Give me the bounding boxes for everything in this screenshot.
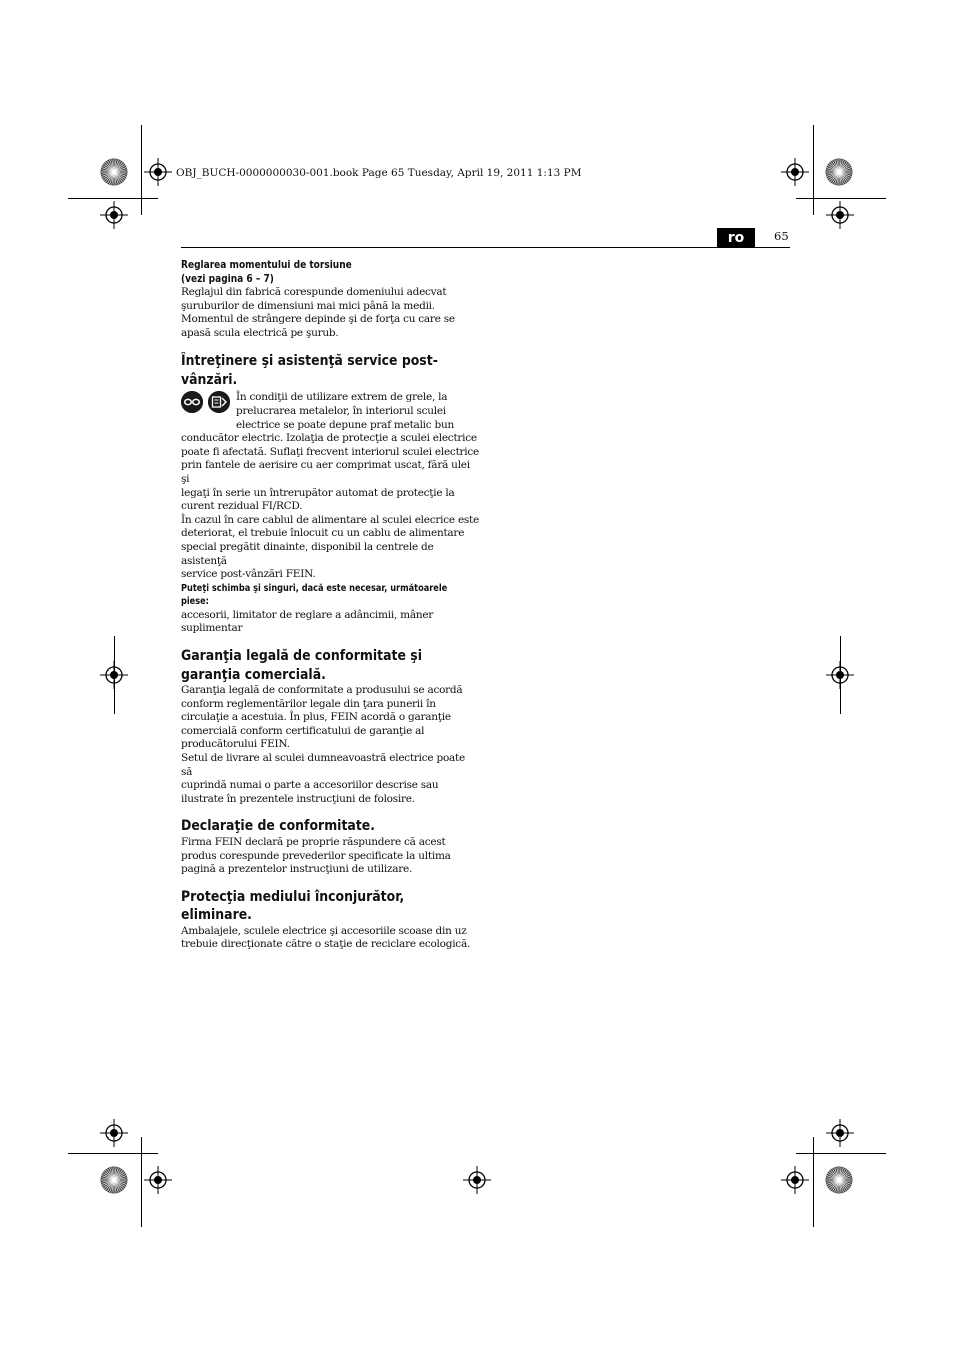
header-rule (181, 247, 790, 248)
crosshair-mark (144, 1166, 172, 1198)
crop-line (68, 1153, 158, 1154)
maintenance-section (181, 352, 479, 636)
maintenance-title-line-2: vânzări. (181, 371, 238, 388)
torque-line: Momentul de strângere depinde şi de forţa cu care se (181, 313, 455, 326)
reg-star-mark (825, 1166, 853, 1198)
crop-line (141, 125, 142, 215)
maintenance-line: special pregătit dinainte, disponibil la centrele de asistenţă (181, 540, 434, 567)
maintenance-line: prin fantele de aerisire cu aer comprimat uscat, fără ulei şi (181, 459, 470, 485)
crop-line (813, 1137, 814, 1227)
environment-line: trebuie direcţionate către o staţie de reciclare ecologică. (181, 938, 471, 951)
crop-line (813, 125, 814, 215)
torque-section (181, 258, 479, 340)
reg-star-mark (100, 1166, 128, 1198)
crosshair-mark (144, 158, 172, 190)
environment-section (181, 888, 479, 952)
maintenance-icon-line: prelucrarea metalelor, în interiorul sculei (236, 404, 446, 417)
crosshair-mark (781, 158, 809, 190)
maintenance-line: În cazul în care cablul de alimentare al sculei elecrice este (181, 513, 479, 526)
maintenance-line: service post-vânzări FEIN. (181, 568, 316, 581)
crosshair-mark (100, 1119, 128, 1151)
environment-line: Ambalajele, sculele electrice şi accesoriile scoase din uz (181, 924, 467, 937)
declaration-title: Declaraţie de conformitate. (181, 818, 375, 835)
maintenance-icon-line: În condiţii de utilizare extrem de grele, la (236, 391, 448, 404)
warranty-line: cuprindă numai o parte a accesoriilor descrise sau (181, 779, 439, 792)
reg-star-mark (825, 158, 853, 190)
maintenance-icon-line: electrice se poate depune praf metalic bun (236, 418, 454, 431)
crop-line (796, 1153, 886, 1154)
warranty-line: comercială conform certificatului de garanţie al (181, 724, 425, 737)
declaration-line: Firma FEIN declară pe proprie răspundere că acest (181, 835, 446, 848)
environment-title-line-2: eliminare. (181, 907, 252, 924)
language-badge: ro (717, 228, 755, 248)
declaration-line: produs corespunde prevederilor specificate la ultima (181, 849, 451, 862)
maintenance-title-line-1: Întreţinere şi asistenţă service post- (181, 353, 438, 370)
torque-line: Reglajul din fabrică corespunde domeniului adecvat (181, 286, 447, 298)
replaceable-parts-line: suplimentar (181, 622, 243, 635)
warranty-line: Garanţia legală de conformitate a produsului se acordă (181, 684, 463, 697)
maintenance-line: curent rezidual FI/RCD. (181, 500, 303, 513)
crosshair-mark (463, 1166, 491, 1198)
safety-goggles-icon (181, 391, 203, 413)
book-header-line: OBJ_BUCH-0000000030-001.book Page 65 Tuesday, April 19, 2011 1:13 PM (176, 167, 582, 179)
declaration-line: pagină a prezentelor instrucţiuni de utilizare. (181, 863, 413, 876)
declaration-section (181, 817, 479, 876)
main-column (181, 258, 479, 952)
crop-line (840, 636, 841, 714)
replaceable-parts-label-2: piese: (181, 596, 209, 608)
warranty-line: Setul de livrare al sculei dumneavoastră electrice poate să (181, 752, 465, 778)
crop-line (114, 636, 115, 714)
page-number: 65 (774, 229, 789, 243)
warranty-title-line-2: garanţia comercială. (181, 666, 326, 683)
environment-title-line-1: Protecţia mediului înconjurător, (181, 888, 405, 905)
warranty-line: ilustrate în prezentele instrucţiuni de folosire. (181, 792, 415, 805)
crosshair-mark (826, 1119, 854, 1151)
maintenance-line: poate fi afectată. Suflaţi frecvent interiorul sculei electrice (181, 445, 480, 458)
maintenance-line: conducător electric. Izolaţia de protecţie a sculei electrice (181, 432, 477, 445)
torque-line: apasă scula electrică pe şurub. (181, 326, 339, 339)
crosshair-mark (781, 1166, 809, 1198)
replaceable-parts-label: Puteţi schimba şi singuri, dacă este necesar, următoarele (181, 582, 448, 594)
crop-line (141, 1137, 142, 1227)
insulation-warning-icon (208, 391, 230, 413)
torque-line: şuruburilor de dimensiuni mai mici până la medii. (181, 299, 435, 312)
crosshair-mark (826, 201, 854, 233)
crop-line (68, 198, 158, 199)
torque-title-line-2: (vezi pagina 6 – 7) (181, 273, 274, 285)
torque-title-line-1: Reglarea momentului de torsiune (181, 259, 352, 271)
crop-line (796, 198, 886, 199)
crosshair-mark (100, 201, 128, 233)
warranty-title-line-1: Garanţia legală de conformitate şi (181, 648, 423, 665)
warranty-section (181, 647, 479, 806)
replaceable-parts-line: accesorii, limitator de reglare a adâncimii, mâner (181, 608, 434, 621)
reg-star-mark (100, 158, 128, 190)
warranty-line: conform reglementărilor legale din ţara punerii în (181, 697, 436, 710)
warranty-line: producătorului FEIN. (181, 738, 290, 751)
maintenance-line: legaţi în serie un întrerupător automat de protecţie la (181, 486, 455, 499)
maintenance-line: deteriorat, el trebuie înlocuit cu un cablu de alimentare (181, 527, 465, 540)
warranty-line: circulaţie a acestuia. În plus, FEIN acordă o garanţie (181, 711, 451, 724)
